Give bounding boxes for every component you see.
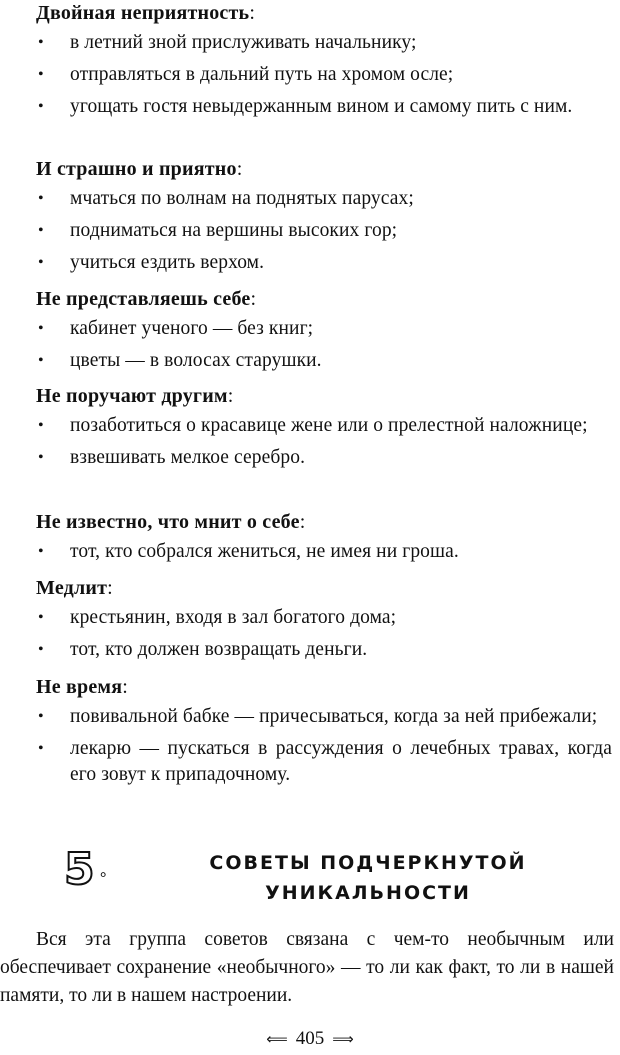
item-list [36,316,612,374]
section-unknown-self-opinion [36,511,612,571]
list-item: • тот, кто собрался жениться, не имея ни гроша. [38,541,459,562]
list-item: • в летний зной прислуживать начальнику; [38,32,417,53]
list-item: • отправляться в дальний путь на хромом осле; [38,64,454,85]
section-double-trouble [36,2,612,126]
list-item: • взвешивать мелкое серебро. [38,447,306,468]
list-item: • мчаться по волнам на поднятых парусах; [38,188,414,209]
item-list [36,539,612,565]
list-item: • цветы — в волосах старушки. [38,350,322,371]
section-cannot-imagine [36,288,612,380]
chapter-title-line: СОВЕТЫ ПОДЧЕРКНУТОЙ [209,852,527,874]
chapter-title [168,848,568,908]
section-scary-and-pleasant [36,158,612,282]
list-item: • угощать гостя невыдержанным вином и самому пить с ним. [38,96,573,117]
section-hesitates [36,577,612,669]
section-heading: И страшно и приятно: [36,158,243,180]
item-list [36,605,612,663]
body-paragraph: Вся эта группа советов связана с чем-то необычным или обеспечивает сохранение «необычного» — то ли как факт, то ли в нашей памяти, то ли в нашем настроении. [0,929,614,1006]
section-not-delegated [36,385,612,477]
list-item: • кабинет ученого — без книг; [38,318,314,339]
item-list [36,413,612,471]
list-item: • тот, кто должен возвращать деньги. [38,639,368,660]
list-item: • позаботиться о красавице жене или о прелестной наложнице; [38,415,588,436]
item-list [36,704,612,788]
chapter-title-line: УНИКАЛЬНОСТИ [265,882,471,904]
list-item: • крестьянин, входя в зал богатого дома; [38,607,397,628]
chapter-header [58,844,578,904]
list-item: • подниматься на вершины высоких гор; [38,220,398,241]
page-number: 405 [295,1028,325,1049]
section-not-the-time [36,676,612,794]
page-footer [0,1027,620,1051]
list-item: • повивальной бабке — причесываться, когда за ней прибежали; [38,706,598,727]
arrow-right-icon: ⟹ [332,1030,354,1048]
section-heading: Медлит: [36,577,113,599]
section-heading: Не представляешь себе: [36,288,257,310]
section-heading: Не известно, что мнит о себе: [36,511,306,533]
list-item: • лекарю — пускаться в рассуждения о лечебных травах, когда его зовут к припадочному. [38,738,612,785]
arrow-left-icon: ⟸ [266,1030,288,1048]
item-list [36,186,612,276]
chapter-number-dot: ° [100,870,107,887]
chapter-number: 5 [64,844,93,895]
item-list [36,30,612,120]
section-heading: Не время: [36,676,129,698]
section-heading: Не поручают другим: [36,385,234,407]
list-item: • учиться ездить верхом. [38,252,265,273]
section-heading: Двойная неприятность: [36,2,256,24]
